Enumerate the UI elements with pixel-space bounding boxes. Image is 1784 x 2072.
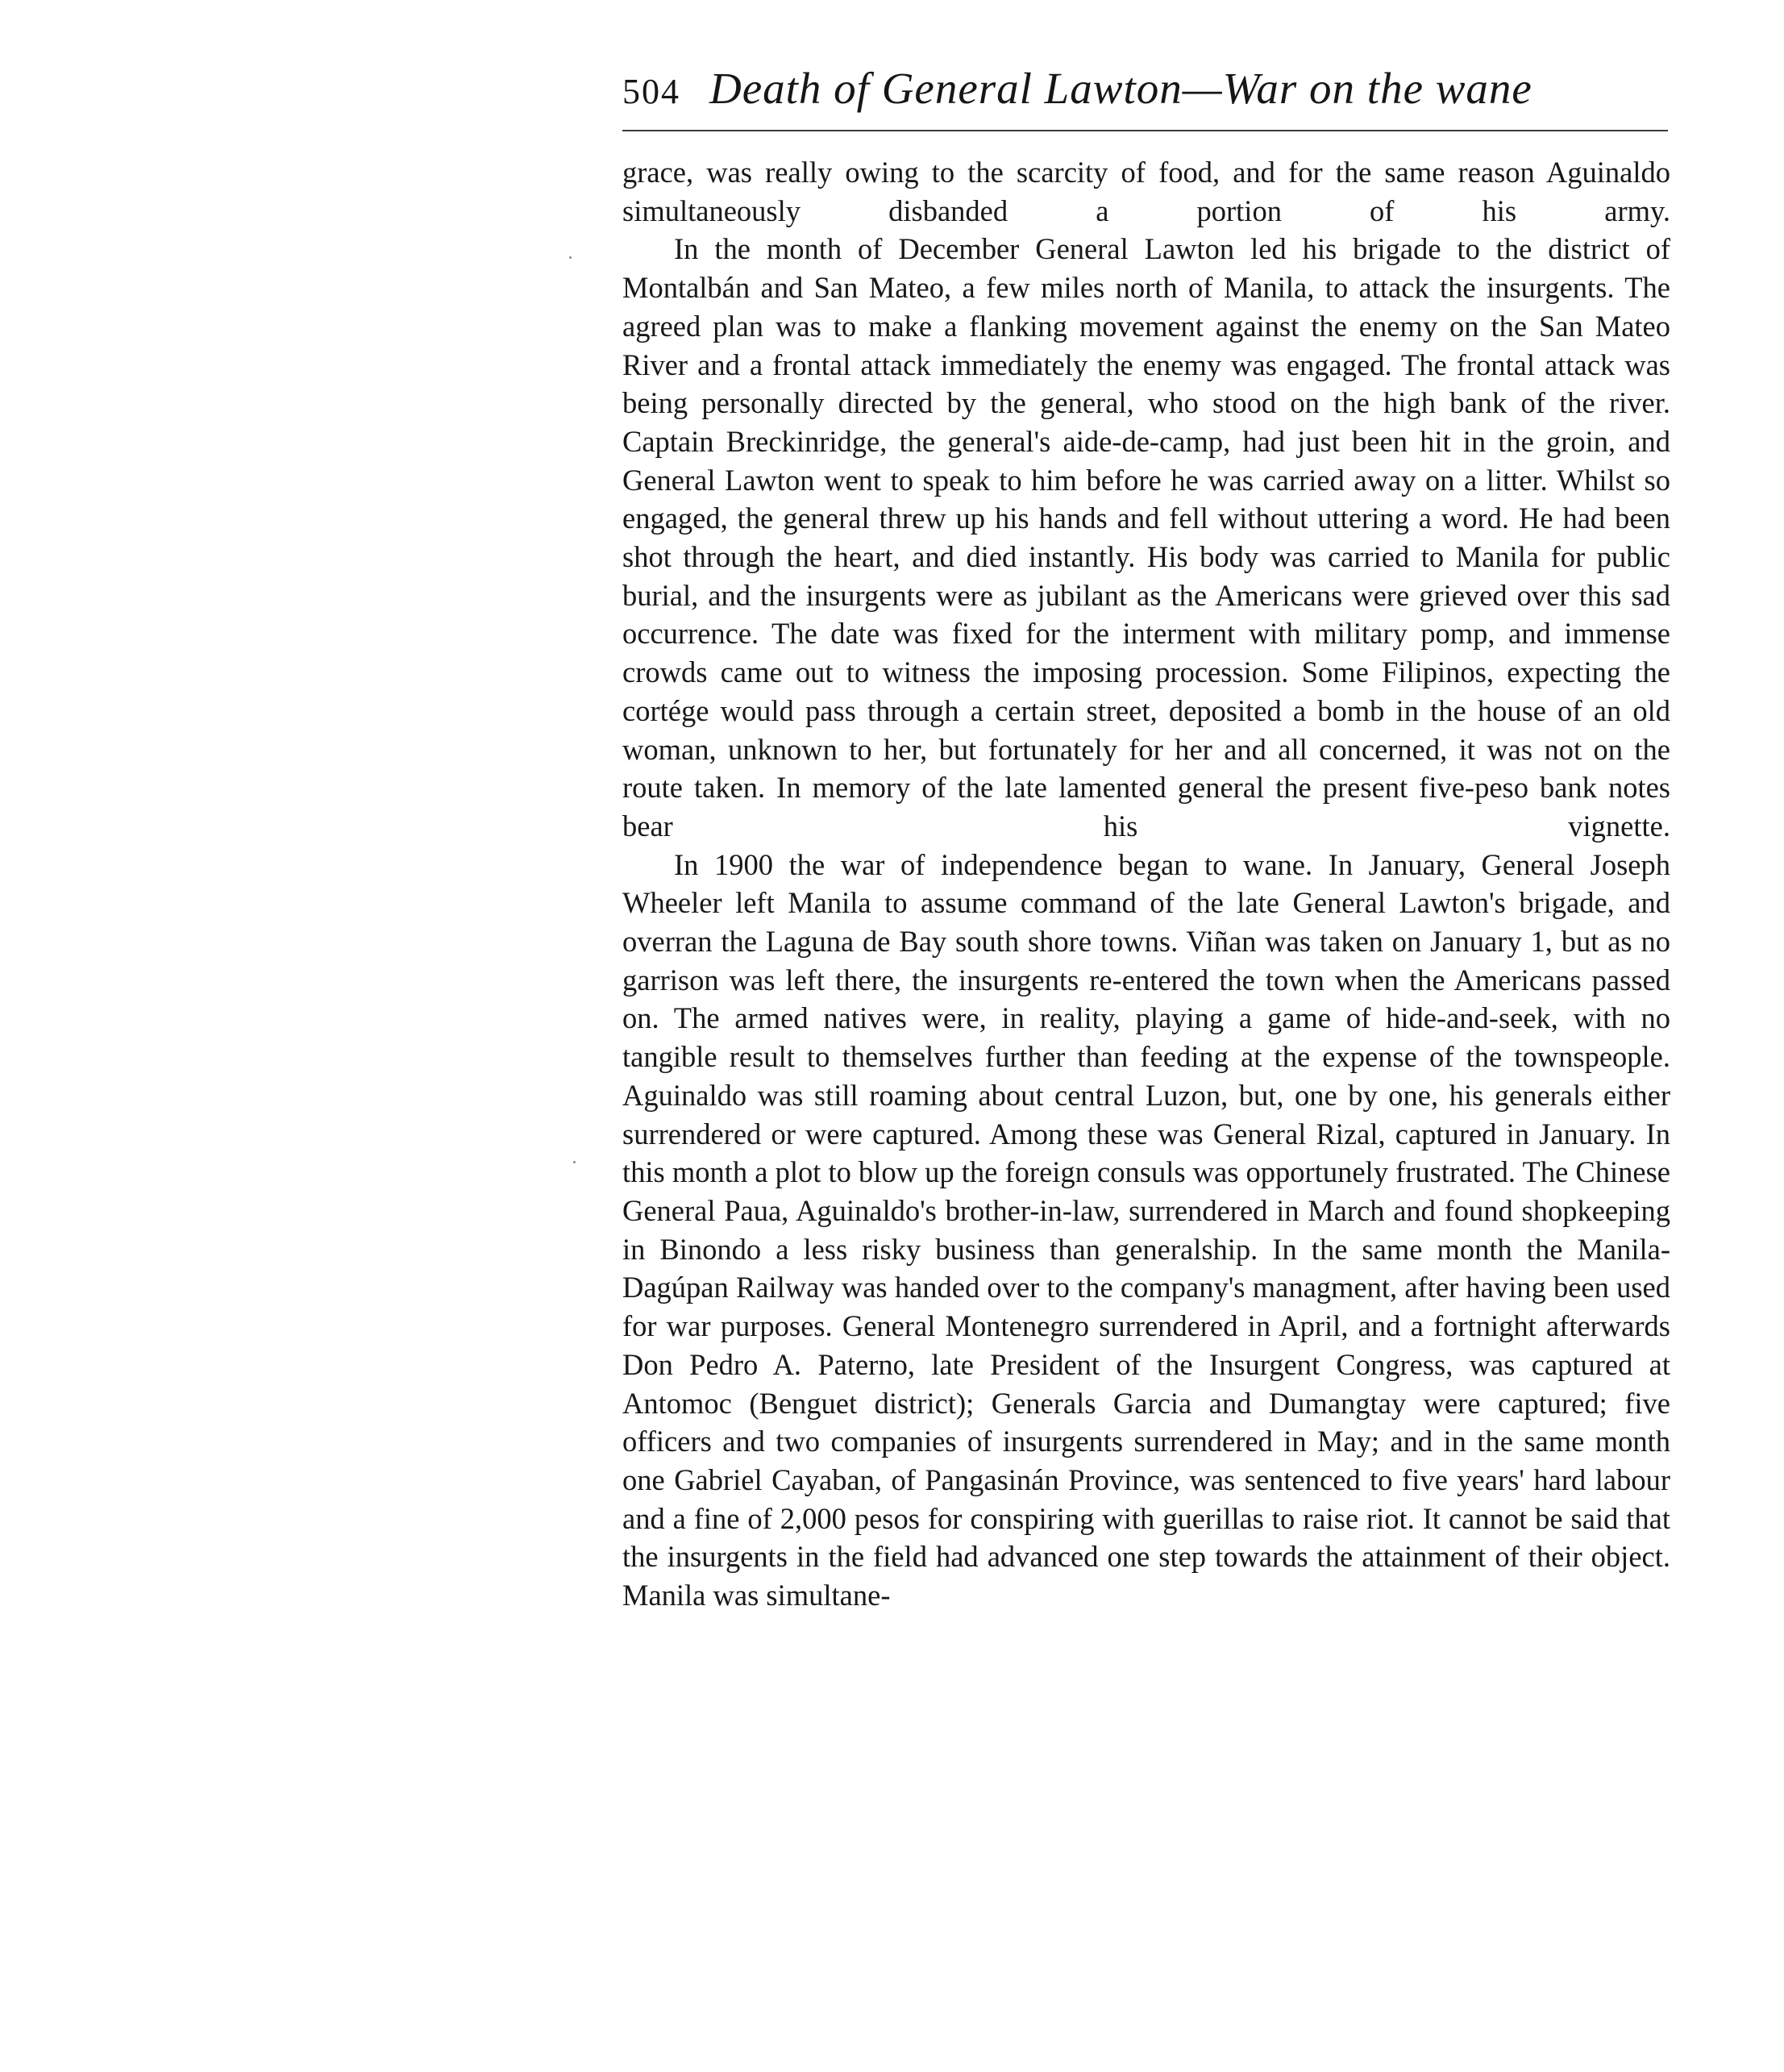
body-text [622,153,1670,1615]
paragraph-continuation: grace, was really owing to the scarcity of food, and for the same reason Aguinaldo simultaneously disbanded a portion of his army. [622,156,1670,227]
margin-mark [569,256,572,259]
running-title: Death of General Lawton—War on the wane [709,64,1532,113]
margin-mark [573,1161,576,1163]
header-rule [622,130,1668,131]
paragraph-war-wane: In 1900 the war of independence began to wane. In January, General Joseph Wheeler left Manila to assume command of the late General Lawton's brigade, and overran the Laguna de Bay south shore towns. Viñan was taken on January 1, but as no garrison was left there, the insurgents re-entered the town when the Americans passed on. The armed natives were, in reality, playing a game of hide-and-seek, with no tangible result to themselves further than feeding at the expense of the townspeople. Aguinaldo was still roaming about central Luzon, but, one by one, his generals either surrendered or were captured. Among these was General Rizal, captured in January. In this month a plot to blow up the foreign consuls was opportunely frustrated. The Chinese General Paua, Aguinaldo's brother-in-law, surrendered in March and found shopkeeping in Binondo a less risky business than generalship. In the same month the Manila-Dagúpan Railway was handed over to the company's managment, after having been used for war purposes. General Montenegro surrendered in April, and a fortnight afterwards Don Pedro A. Paterno, late President of the Insurgent Congress, was captured at Antomoc (Benguet district); Generals Garcia and Dumangtay were captured; five officers and two companies of insurgents surrendered in May; and in the same month one Gabriel Cayaban, of Pangasinán Province, was sentenced to five years' hard labour and a fine of 2,000 pesos for conspiring with guerillas to raise riot. It cannot be said that the insurgents in the field had advanced one step towards the attainment of their object. Manila was simultane- [622,847,1670,1612]
running-head [622,63,1670,119]
page-number: 504 [622,72,680,111]
paragraph-lawton-death: In the month of December General Lawton led his brigade to the district of Montalbán and San Mateo, a few miles north of Manila, to attack the insurgents. The agreed plan was to make a flanking movement against the enemy on the San Mateo River and a frontal attack immediately the enemy was engaged. The frontal attack was being personally directed by the general, who stood on the high bank of the river. Captain Breckinridge, the general's aide-de-camp, had just been hit in the groin, and General Lawton went to speak to him before he was carried away on a litter. Whilst so engaged, the general threw up his hands and fell without uttering a word. He had been shot through the heart, and died instantly. His body was carried to Manila for public burial, and the insurgents were as jubilant as the Americans were grieved over this sad occurrence. The date was fixed for the interment with military pomp, and immense crowds came out to witness the imposing procession. Some Filipinos, expecting the cortége would pass through a certain street, deposited a bomb in the house of an old woman, unknown to her, but fortunately for her and all concerned, it was not on the route taken. In memory of the late lamented general the present five-peso bank notes bear his vignette. [622,232,1670,843]
